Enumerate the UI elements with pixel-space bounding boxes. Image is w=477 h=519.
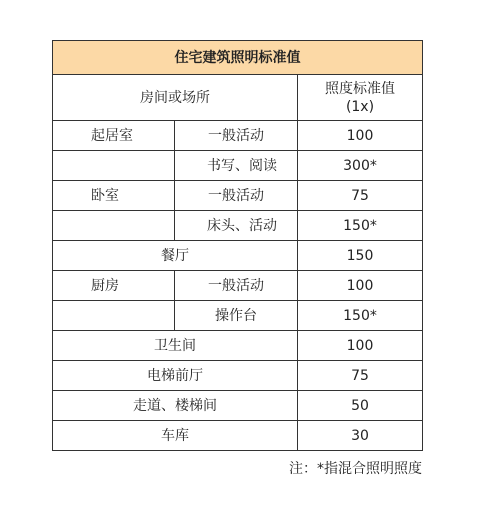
value-cell: 150 xyxy=(298,241,423,271)
value-cell: 100 xyxy=(298,331,423,361)
value-cell: 75 xyxy=(298,181,423,211)
value-cell: 150* xyxy=(298,211,423,241)
table-row xyxy=(53,271,423,301)
table-row xyxy=(53,211,423,241)
activity-cell: 一般活动 xyxy=(175,271,298,301)
activity-cell: 床头、活动 xyxy=(175,211,298,241)
value-cell: 300* xyxy=(298,151,423,181)
lighting-standard-table xyxy=(52,40,423,451)
header-room: 房间或场所 xyxy=(53,75,298,121)
table-row xyxy=(53,391,423,421)
footnote: 注：*指混合照明照度 xyxy=(289,461,422,477)
room-cell xyxy=(53,151,175,181)
value-cell: 75 xyxy=(298,361,423,391)
room-cell: 卫生间 xyxy=(53,331,298,361)
table-row xyxy=(53,121,423,151)
header-value xyxy=(298,75,423,121)
room-cell: 走道、楼梯间 xyxy=(53,391,298,421)
table-row xyxy=(53,181,423,211)
header-value-line2: (1x) xyxy=(345,98,375,115)
room-cell: 餐厅 xyxy=(53,241,298,271)
table-row xyxy=(53,331,423,361)
room-cell: 起居室 xyxy=(53,121,175,151)
room-cell: 电梯前厅 xyxy=(53,361,298,391)
room-cell xyxy=(53,301,175,331)
room-cell: 车库 xyxy=(53,421,298,451)
value-cell: 100 xyxy=(298,121,423,151)
table-row xyxy=(53,361,423,391)
room-cell xyxy=(53,211,175,241)
value-cell: 30 xyxy=(298,421,423,451)
activity-cell: 操作台 xyxy=(175,301,298,331)
value-cell: 50 xyxy=(298,391,423,421)
room-cell: 卧室 xyxy=(53,181,175,211)
header-value-line1: 照度标准值 xyxy=(325,80,395,97)
table-header-row xyxy=(53,75,423,121)
table-title-row xyxy=(53,41,423,75)
activity-cell: 一般活动 xyxy=(175,121,298,151)
value-cell: 150* xyxy=(298,301,423,331)
value-cell: 100 xyxy=(298,271,423,301)
activity-cell: 一般活动 xyxy=(175,181,298,211)
table-row xyxy=(53,241,423,271)
table-row xyxy=(53,151,423,181)
activity-cell: 书写、阅读 xyxy=(175,151,298,181)
table-title: 住宅建筑照明标准值 xyxy=(53,41,423,75)
table-row xyxy=(53,301,423,331)
table-row xyxy=(53,421,423,451)
room-cell: 厨房 xyxy=(53,271,175,301)
